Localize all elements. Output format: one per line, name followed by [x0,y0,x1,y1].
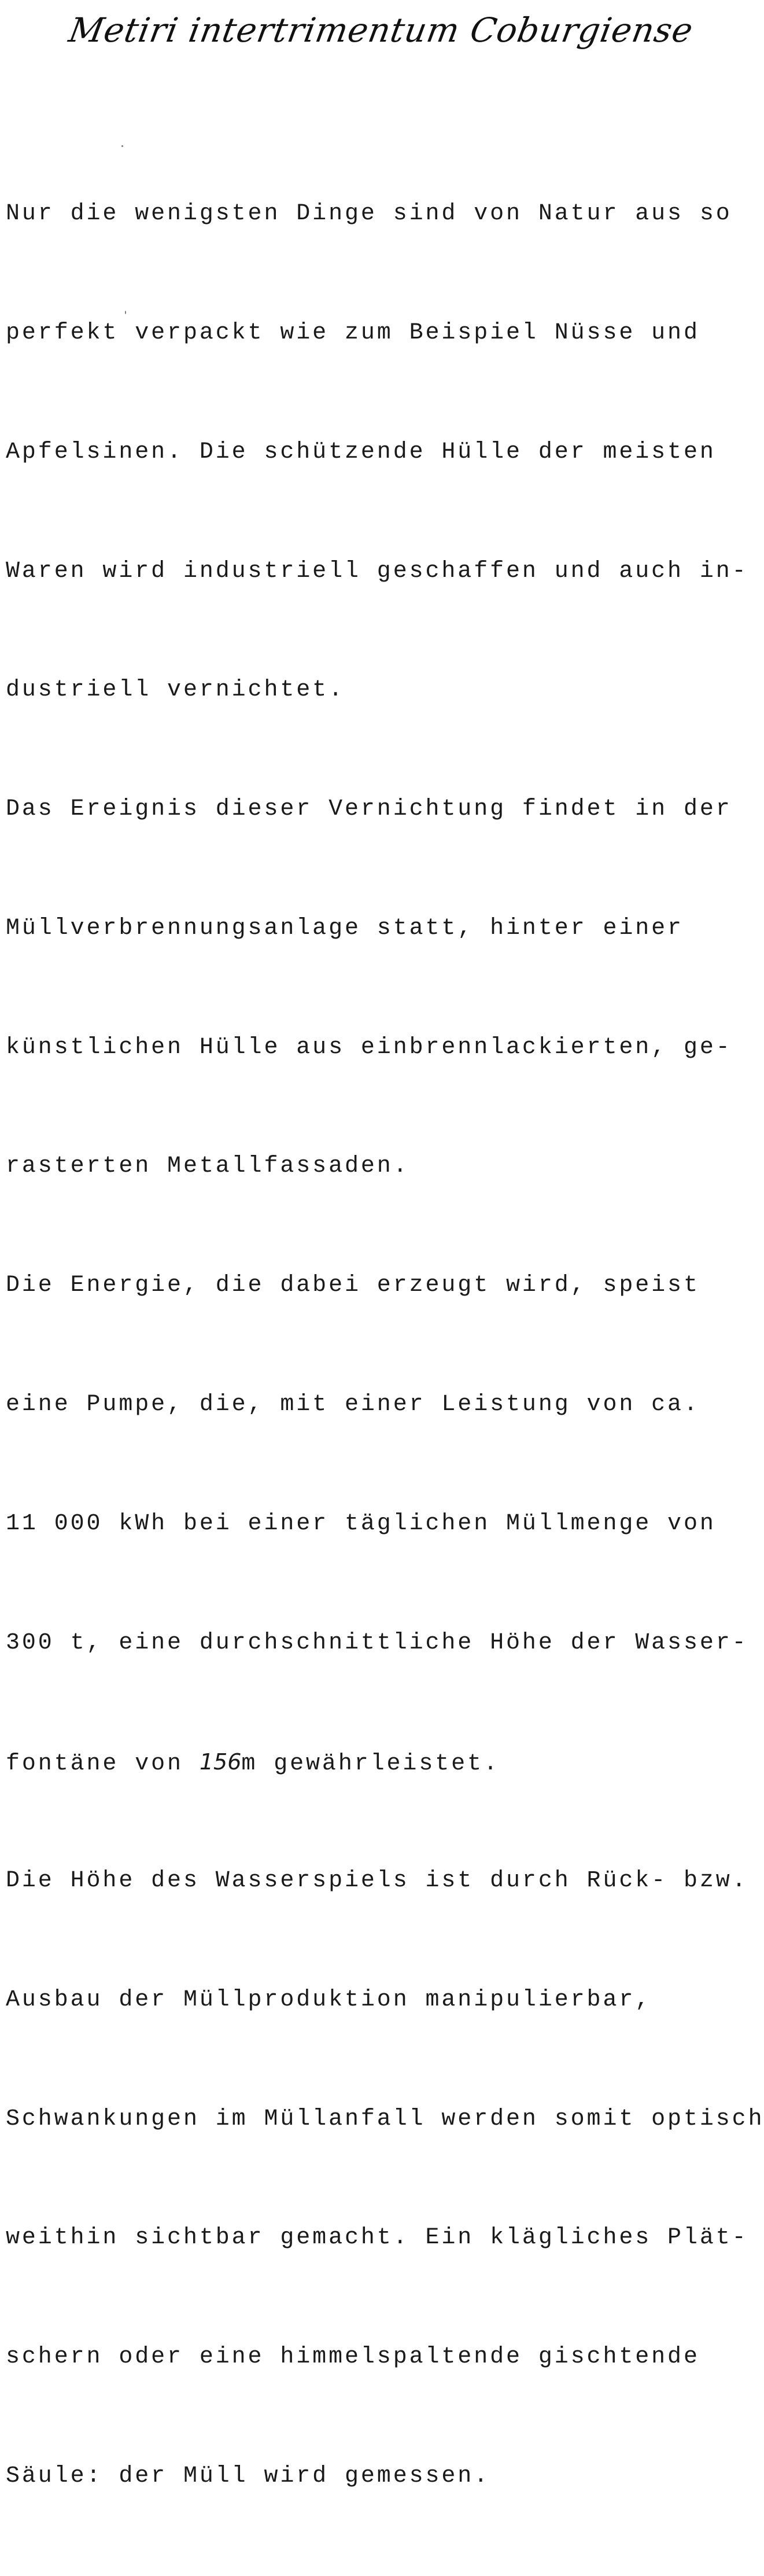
text-line-with-handwritten-value [6,1742,752,1782]
text-line: schern oder eine himmelspaltende gischtende [6,2344,700,2371]
text-line: rasterten Metallfassaden. [6,1153,409,1180]
text-line: perfekt verpackt wie zum Beispiel Nüsse und [6,319,700,346]
text-line: 300 t, eine durchschnittliche Höhe der Wasser- [6,1629,748,1656]
text-line: weithin sichtbar gemacht. Ein klägliches Plät- [6,2225,748,2251]
text-line: Ausbau der Müllproduktion manipulierbar, [6,1986,652,2013]
text-line: eine Pumpe, die, mit einer Leistung von ca. [6,1392,700,1418]
text-line: Schwankungen im Müllanfall werden somit optisch [6,2106,764,2132]
text-line: Die Energie, die dabei erzeugt wird, speist [6,1272,700,1299]
scan-speck [125,311,126,314]
text-segment: fontäne von [6,1751,200,1778]
text-line: 11 000 kWh bei einer täglichen Müllmenge von [6,1510,716,1537]
text-line: dustriell vernichtet. [6,677,345,704]
text-line: Säule: der Müll wird gemessen. [6,2463,490,2490]
text-line: Die Höhe des Wasserspiels ist durch Rück- bzw. [6,1868,748,1894]
text-segment: m gewährleistet. [241,1751,500,1778]
text-line: Apfelsinen. Die schützende Hülle der meisten [6,439,716,465]
scan-speck [121,145,123,147]
text-line: Waren wird industriell geschaffen und auch in- [6,558,748,584]
text-line: Müllverbrennungsanlage statt, hinter einer [6,915,684,941]
typewritten-body [6,115,764,2576]
handwritten-height-value: 156 [199,1749,242,1775]
text-line: Das Ereignis dieser Vernichtung findet in der [6,796,732,823]
text-line: künstlichen Hülle aus einbrennlackierten, ge- [6,1034,732,1061]
handwritten-title: Metiri intertrimentum Coburgiense [66,10,696,50]
text-line: Nur die wenigsten Dinge sind von Natur aus so [6,201,732,227]
